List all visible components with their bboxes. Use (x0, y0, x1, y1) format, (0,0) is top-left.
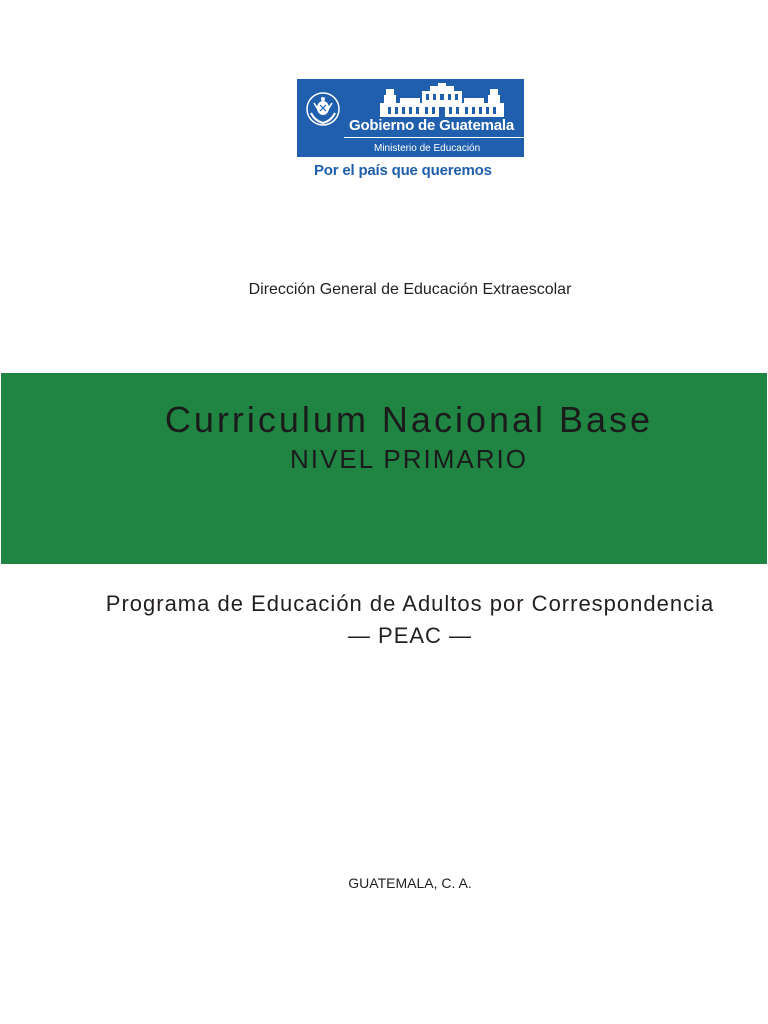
department-heading: Dirección General de Educación Extraescolar (248, 281, 572, 298)
coat-of-arms-icon (305, 91, 341, 127)
document-subtitle: NIVEL PRIMARIO (290, 444, 528, 474)
logo-divider (344, 137, 524, 138)
document-title: Curriculum Nacional Base (164, 399, 654, 440)
ministry-logo (292, 79, 524, 182)
national-palace-icon (380, 83, 504, 117)
logo-slogan: Por el país que queremos (314, 162, 492, 179)
program-name: Programa de Educación de Adultos por Correspondencia (105, 591, 715, 616)
logo-white-strip (292, 79, 297, 157)
logo-ministry-name: Ministerio de Educación (374, 143, 481, 154)
publication-place: GUATEMALA, C. A. (348, 875, 472, 891)
program-acronym: — PEAC — (347, 623, 473, 648)
logo-blue-panel (292, 79, 524, 157)
logo-government-name: Gobierno de Guatemala (349, 117, 515, 134)
